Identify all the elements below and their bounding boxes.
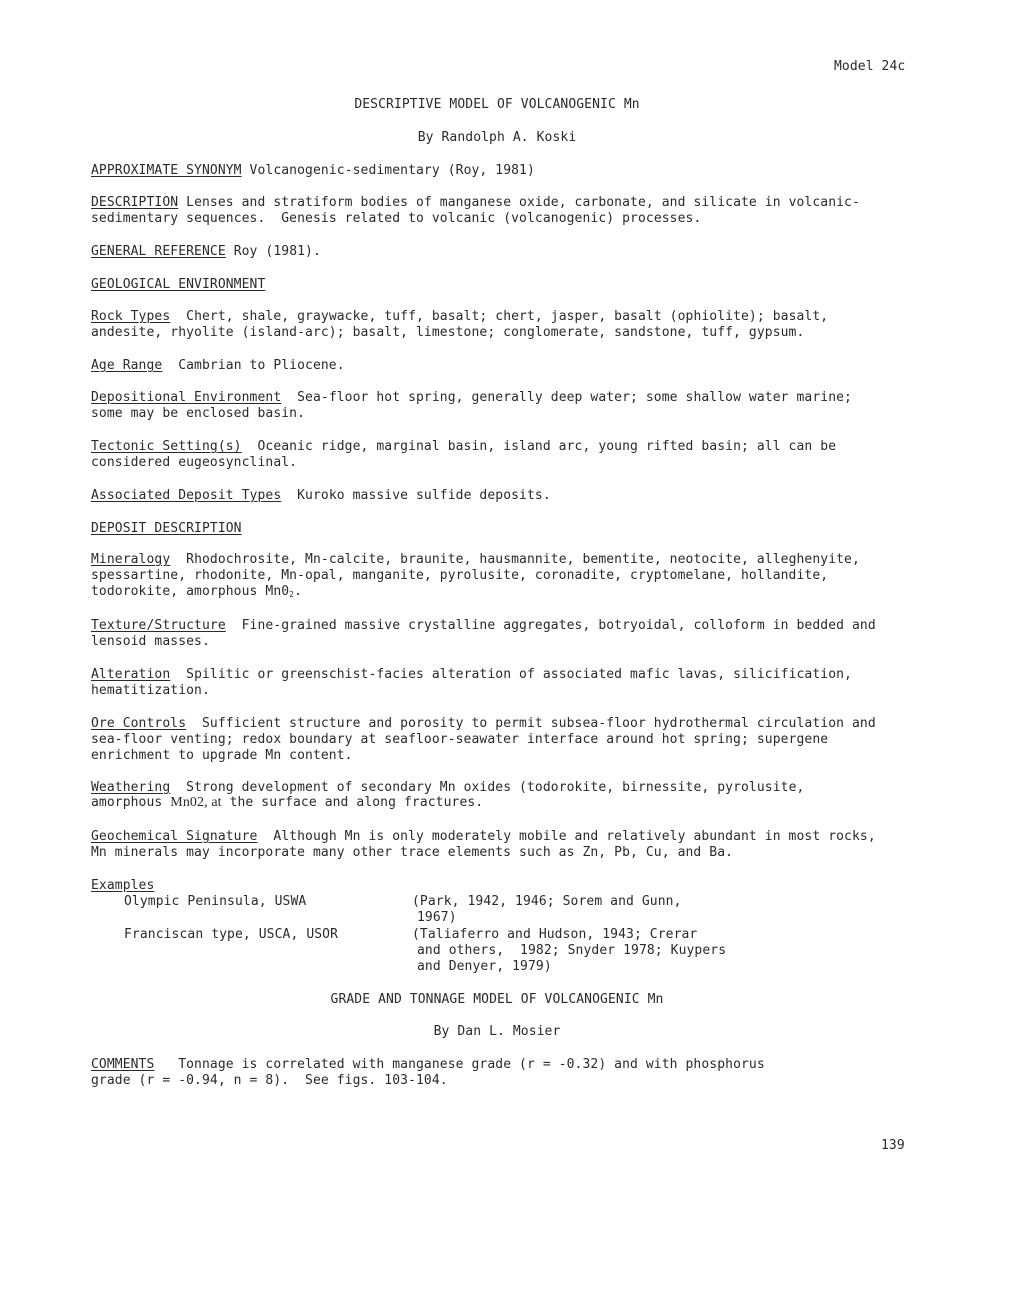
alteration-line-1	[91, 667, 852, 683]
deposit-description-heading: DEPOSIT DESCRIPTION	[91, 521, 242, 536]
age-range	[91, 358, 345, 374]
example-2-name: Franciscan type, USCA, USOR	[124, 927, 339, 942]
ore-controls-line-1	[91, 716, 876, 732]
mineralogy-label: Mineralogy	[91, 552, 171, 567]
grade-tonnage-title: GRADE AND TONNAGE MODEL OF VOLCANOGENIC Mn	[330, 992, 664, 1007]
weathering-line-1	[91, 780, 804, 796]
rock-types-text-1: Chert, shale, graywacke, tuff, basalt; chert, jasper, basalt (ophiolite); basalt,	[186, 309, 829, 324]
description-label: DESCRIPTION	[91, 195, 179, 210]
description-line-1	[91, 195, 860, 211]
rock-types-label: Rock Types	[91, 309, 171, 324]
description-text-2a: sedimentary	[91, 211, 179, 226]
author-line: By Randolph A. Koski	[417, 130, 577, 145]
tectonic-setting-label: Tectonic Setting(s)	[91, 439, 242, 454]
geochemical-signature-label: Geochemical Signature	[91, 829, 258, 844]
geological-environment-heading: GEOLOGICAL ENVIRONMENT	[91, 277, 266, 292]
weathering-label: Weathering	[91, 780, 171, 795]
mineralogy-subscript: 2	[289, 590, 295, 599]
example-2-ref-1: (Taliaferro and Hudson, 1943; Crerar	[412, 927, 698, 942]
general-reference	[91, 244, 321, 260]
depositional-environment-text-1: Sea-floor hot spring, generally deep water; some shallow water marine;	[297, 390, 852, 405]
associated-deposits-text: Kuroko massive sulfide deposits.	[297, 488, 551, 503]
alteration-label: Alteration	[91, 667, 171, 682]
alteration-line-2: hematitization.	[91, 683, 210, 698]
ore-controls-label: Ore Controls	[91, 716, 187, 731]
rock-types-line-2: andesite, rhyolite (island-arc); basalt, limestone; conglomerate, sandstone, tuff, gypsum.	[91, 325, 805, 340]
mineralogy-line-1	[91, 552, 860, 568]
texture-label: Texture/Structure	[91, 618, 226, 633]
depositional-environment-line-2: some may be enclosed basin.	[91, 406, 306, 421]
example-2-ref-3: and Denyer, 1979)	[417, 959, 552, 974]
synonym-section	[91, 163, 535, 179]
general-reference-text: Roy (1981).	[233, 244, 321, 259]
comments-label: COMMENTS	[91, 1057, 155, 1072]
depositional-environment-label: Depositional Environment	[91, 390, 282, 405]
tectonic-setting-text-1: Oceanic ridge, marginal basin, island arc, young rifted basin; all can be	[257, 439, 837, 454]
grade-tonnage-author: By Dan L. Mosier	[433, 1024, 561, 1039]
weathering-text-2b: Mn02, at	[170, 795, 222, 810]
comments-line-2: grade (r = -0.94, n = 8). See figs. 103-104.	[91, 1073, 448, 1088]
alteration-text-1: Spilitic or greenschist-facies alteration of associated mafic lavas, silicification,	[186, 667, 852, 682]
description-line-2	[91, 211, 701, 227]
weathering-text-2c: the surface and along fractures.	[229, 795, 484, 810]
associated-deposits-label: Associated Deposit Types	[91, 488, 282, 503]
general-reference-label: GENERAL REFERENCE	[91, 244, 226, 259]
example-1-ref-1: (Park, 1942, 1946; Sorem and Gunn,	[412, 894, 682, 909]
comments-line-1	[91, 1057, 765, 1073]
weathering-text-1: Strong development of secondary Mn oxides (todorokite, birnessite, pyrolusite,	[186, 780, 805, 795]
geochemical-signature-line-1	[91, 829, 876, 845]
rock-types-line-1	[91, 309, 828, 325]
age-range-label: Age Range	[91, 358, 163, 373]
synonym-text: Volcanogenic-sedimentary (Roy, 1981)	[249, 163, 535, 178]
synonym-label: APPROXIMATE SYNONYM	[91, 163, 242, 178]
texture-line-1	[91, 618, 876, 634]
model-number: Model 24c	[834, 59, 906, 74]
depositional-environment-line-1	[91, 390, 852, 406]
mineralogy-line-2: spessartine, rhodonite, Mn-opal, manganite, pyrolusite, coronadite, cryptomelane, hollandite,	[91, 568, 829, 583]
comments-text-1: Tonnage is correlated with manganese grade (r = -0.32) and with phosphorus	[178, 1057, 765, 1072]
weathering-line-2	[91, 795, 483, 811]
description-text-1: Lenses and stratiform bodies of manganese oxide, carbonate, and silicate in volcanic-	[186, 195, 860, 210]
ore-controls-line-3: enrichment to upgrade Mn content.	[91, 748, 353, 763]
tectonic-setting-line-1	[91, 439, 836, 455]
example-2-ref-2: and others, 1982; Snyder 1978; Kuypers	[417, 943, 727, 958]
page-title: DESCRIPTIVE MODEL OF VOLCANOGENIC Mn	[354, 97, 640, 112]
ore-controls-line-2: sea-floor venting; redox boundary at seafloor-seawater interface around hot spring; supergene	[91, 732, 829, 747]
mineralogy-text-1: Rhodochrosite, Mn-calcite, braunite, hausmannite, bementite, neotocite, alleghenyite,	[186, 552, 860, 567]
example-1-name: Olympic Peninsula, USWA	[124, 894, 307, 909]
texture-text-1: Fine-grained massive crystalline aggregates, botryoidal, colloform in bedded and	[241, 618, 876, 633]
mineralogy-text-3: todorokite, amorphous Mn0	[91, 584, 290, 599]
geochemical-signature-line-2: Mn minerals may incorporate many other trace elements such as Zn, Pb, Cu, and Ba.	[91, 845, 734, 860]
mineralogy-line-3	[91, 584, 302, 603]
weathering-text-2a: amorphous	[91, 795, 163, 810]
examples-label: Examples	[91, 878, 155, 893]
associated-deposits	[91, 488, 551, 504]
page-number: 139	[881, 1138, 905, 1153]
mineralogy-text-3-end: .	[294, 584, 303, 599]
age-range-text: Cambrian to Pliocene.	[178, 358, 345, 373]
geochemical-signature-text-1: Although Mn is only moderately mobile and relatively abundant in most rocks,	[273, 829, 876, 844]
tectonic-setting-line-2: considered eugeosynclinal.	[91, 455, 298, 470]
texture-line-2: lensoid masses.	[91, 634, 210, 649]
ore-controls-text-1: Sufficient structure and porosity to permit subsea-floor hydrothermal circulation and	[201, 716, 876, 731]
example-1-ref-2: 1967)	[417, 910, 457, 925]
description-text-2b: sequences. Genesis related to volcanic (volcanogenic) processes.	[186, 211, 702, 226]
